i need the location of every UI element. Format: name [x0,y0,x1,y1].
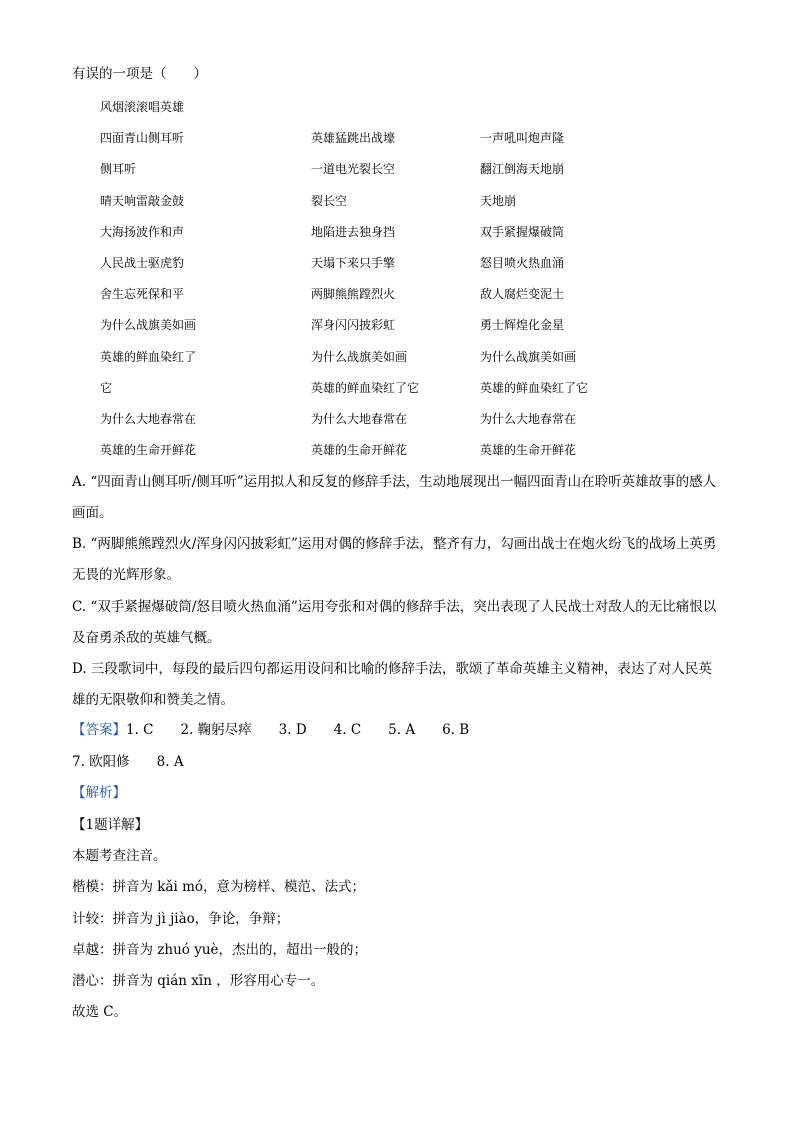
poem-row [100,279,700,310]
poem-cell: 侧耳听 [100,162,137,177]
poem-cell: 裂长空 [311,193,348,208]
analysis-line: 本题考查注音。 [72,848,167,864]
analysis-sub-label: 【1题详解】 [72,817,149,833]
poem-cell: 怒目喷火热血涌 [480,255,565,270]
analysis-line: 潜心：拼音为 qián xīn ，形容用心专一。 [72,973,325,989]
poem-cell: 英雄的生命开鲜花 [100,443,197,458]
poem-cell: 四面青山侧耳听 [100,131,185,146]
poem-cell: 两脚熊熊蹚烈火 [311,287,396,302]
poem-row [100,248,700,279]
option-a: A. “四面青山侧耳听/侧耳听”运用拟人和反复的修辞手法，生动地展现出一幅四面青山在聆听英雄故事的感人画面。 [72,474,717,521]
poem-cell: 英雄的鲜血染红了 [100,349,197,364]
poem-cell: 天地崩 [480,193,517,208]
answer-line-2: 7. 欧阳修 8. A [72,754,184,770]
poem-cell: 英雄的生命开鲜花 [311,443,408,458]
poem-row [100,373,700,404]
poem-cell: 为什么战旗美如画 [480,349,577,364]
poem-block [100,92,700,466]
answer-values: 1. C 2. 鞠躬尽瘁 3. D 4. C 5. A 6. B [126,722,470,738]
option-c: C. “双手紧握爆破筒/怒目喷火热血涌”运用夸张和对偶的修辞手法，突出表现了人民战士对敌人的无比痛恨以及奋勇杀敌的英雄气概。 [72,599,717,646]
poem-cell: 为什么大地春常在 [480,411,577,426]
poem-row [100,404,700,435]
poem-cell: 它 [100,380,113,395]
option-d: D. 三段歌词中，每段的最后四句都运用设问和比喻的修辞手法，歌颂了革命英雄主义精神，表达了对人民英雄的无限敬仰和赞美之情。 [72,661,712,708]
poem-cell: 英雄猛跳出战壕 [311,131,396,146]
poem-cell: 英雄的鲜血染红了它 [311,380,420,395]
poem-cell: 翻江倒海天地崩 [480,162,565,177]
poem-cell: 地陷进去独身挡 [311,224,396,239]
poem-cell: 为什么战旗美如画 [100,318,197,333]
poem-cell: 英雄的生命开鲜花 [480,443,577,458]
poem-row [100,154,700,185]
poem-cell: 为什么大地春常在 [311,411,408,426]
answer-label: 【答案】 [72,722,126,738]
poem-cell: 天塌下来只手擎 [311,255,396,270]
poem-cell: 英雄的鲜血染红了它 [480,380,589,395]
poem-row [100,435,700,466]
analysis-line: 卓越：拼音为 zhuó yuè，杰出的，超出一般的； [72,942,368,958]
poem-row [100,310,700,341]
analysis-line: 计较：拼音为 jì jiào，争论，争辩； [72,911,290,927]
poem-cell: 勇士辉煌化金星 [480,318,565,333]
poem-cell: 人民战士驱虎豹 [100,255,185,270]
poem-title-row [100,92,700,123]
poem-cell: 为什么大地春常在 [100,411,197,426]
poem-title: 风烟滚滚唱英雄 [100,100,185,114]
answer-line [72,720,469,740]
analysis-line: 故选 C。 [72,1004,128,1020]
poem-row [100,217,700,248]
poem-cell: 一道电光裂长空 [311,162,396,177]
analysis-line: 楷模：拼音为 kǎi mó，意为榜样、模范、法式； [72,879,366,895]
poem-cell: 双手紧握爆破筒 [480,224,565,239]
poem-cell: 浑身闪闪披彩虹 [311,318,396,333]
poem-cell: 舍生忘死保和平 [100,287,185,302]
poem-row [100,342,700,373]
question-stem: 有误的一项是（ ） [72,66,207,82]
analysis-label: 【解析】 [72,785,126,801]
poem-cell: 晴天响雷敲金鼓 [100,193,185,208]
poem-cell: 敌人腐烂变泥土 [480,287,565,302]
poem-cell: 一声吼叫炮声隆 [480,131,565,146]
option-b: B. “两脚熊熊蹚烈火/浑身闪闪披彩虹”运用对偶的修辞手法，整齐有力，勾画出战士在炮火纷飞的战场上英勇无畏的光辉形象。 [72,536,717,583]
poem-row [100,123,700,154]
poem-cell: 大海扬波作和声 [100,224,185,239]
poem-row [100,186,700,217]
poem-cell: 为什么战旗美如画 [311,349,408,364]
